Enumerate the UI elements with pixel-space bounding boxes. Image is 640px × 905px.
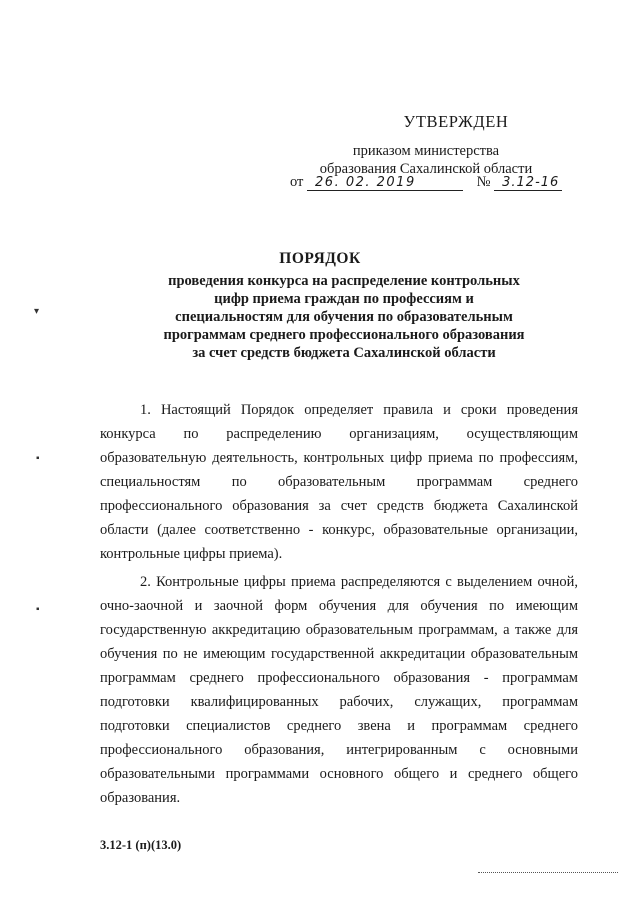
paragraph-1: 1. Настоящий Порядок определяет правила и сроки проведения конкурса по распределению организациям, осуществляющим образовательную деятельность, контрольных цифр приема по профессиям, специальностям по образовательным программам среднего профессионального образования за счет средств бюджета Сахалинской области (далее соответственно - конкурс, образовательные организации, контрольные цифры приема). [100, 402, 578, 562]
subtitle-line: проведения конкурса на распределение контрольных [168, 273, 520, 289]
subtitle-line: специальностям для обучения по образовательным [175, 309, 513, 325]
approval-line-1: приказом министерства [352, 143, 500, 159]
paragraph-2: 2. Контрольные цифры приема распределяются с выделением очной, очно-заочной и заочной форм обучения для обучения по имеющим государственную аккредитацию образовательным программам, а также для обучения по не имеющим государственной аккредитации образовательным программам среднего профессионального образования - программам подготовки квалифицированных рабочих, служащих, программам подготовки специалистов среднего звена и программам среднего профессионального образования, интегрированным с основными образовательными программами основного общего и среднего общего образования. [100, 574, 578, 806]
date-prefix: от [290, 174, 304, 190]
number-prefix: № [476, 174, 491, 190]
margin-mark: ▪ [36, 604, 40, 615]
subtitle-line: программам среднего профессионального образования [163, 327, 525, 343]
document-subtitle [100, 272, 588, 362]
approval-title: УТВЕРЖДЕН [403, 112, 509, 131]
document-title: ПОРЯДОК [279, 250, 361, 267]
footer-document-code: 3.12-1 (п)(13.0) [100, 838, 182, 852]
handwritten-date: 26. 02. 2019 [307, 175, 463, 191]
order-date-number [290, 174, 562, 191]
subtitle-line: цифр приема граждан по профессиям и [214, 291, 474, 307]
subtitle-line: за счет средств бюджета Сахалинской области [192, 345, 496, 361]
margin-mark: ▪ [36, 453, 40, 464]
approval-line-2: образования Сахалинской области [319, 161, 533, 177]
approval-block [306, 112, 546, 178]
document-body [100, 398, 578, 814]
handwritten-number: 3.12-16 [494, 175, 562, 191]
margin-mark: ▾ [34, 306, 40, 317]
scan-artifact-line [478, 872, 618, 873]
